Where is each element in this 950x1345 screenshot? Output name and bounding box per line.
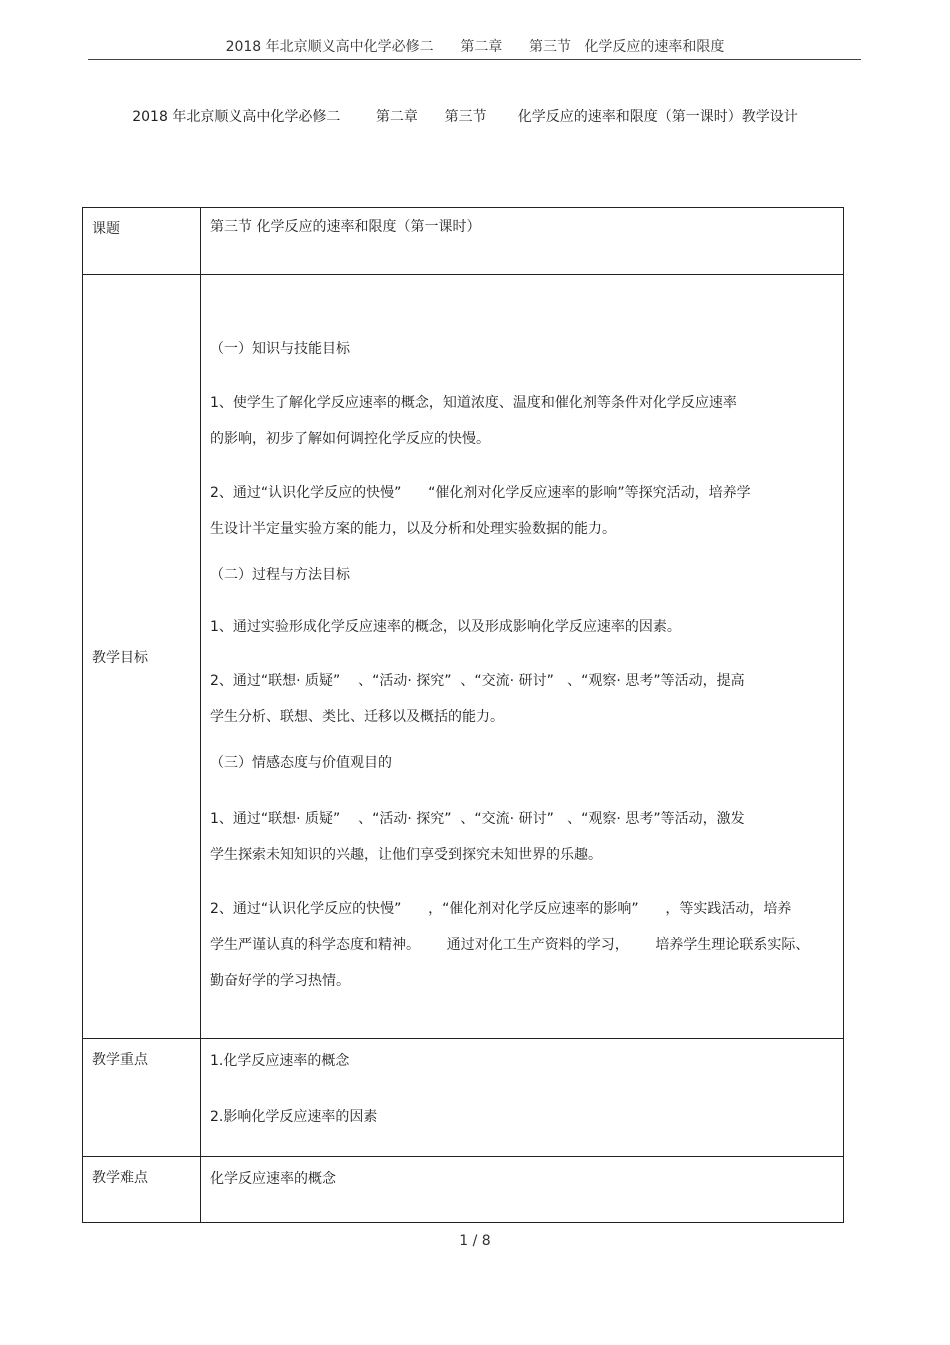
topic-label: 课题 (83, 208, 201, 275)
key-point-1: 1.化学反应速率的概念 (210, 1053, 350, 1069)
goals-row (83, 275, 844, 1039)
goals-section1-heading: （一）知识与技能目标 (210, 341, 350, 357)
goals-label: 教学目标 (83, 275, 201, 1039)
difficulty-value: 化学反应速率的概念 (201, 1157, 844, 1223)
topic-row (83, 208, 844, 275)
running-header: 2018 年北京顺义高中化学必修二 第二章 第三节 化学反应的速率和限度 (225, 39, 725, 55)
key-point-2: 2.影响化学反应速率的因素 (210, 1109, 378, 1125)
goals-section3-heading: （三）情感态度与价值观目的 (210, 755, 392, 771)
goals-section3-item2-line3: 勤奋好学的学习热情。 (210, 973, 350, 989)
header-divider (88, 59, 861, 60)
key-points-content (201, 1039, 844, 1157)
goals-section2-item2-line2: 学生分析、联想、类比、迁移以及概括的能力。 (210, 709, 504, 725)
goals-section1-item1-line2: 的影响，初步了解如何调控化学反应的快慢。 (210, 431, 490, 447)
goals-section3-item1-line2: 学生探索未知知识的兴趣，让他们享受到探究未知世界的乐趣。 (210, 847, 602, 863)
goals-content (201, 275, 844, 1039)
topic-value: 第三节 化学反应的速率和限度（第一课时） (201, 208, 844, 275)
page-number: 1 / 8 (459, 1233, 491, 1249)
goals-section2-heading: （二）过程与方法目标 (210, 567, 350, 583)
difficulty-label: 教学难点 (83, 1157, 201, 1223)
lesson-plan-table (82, 207, 844, 1223)
goals-section3-item2-line2: 学生严谨认真的科学态度和精神。 通过对化工生产资料的学习， 培养学生理论联系实际、 (210, 937, 810, 953)
goals-section1-item2-line2: 生设计半定量实验方案的能力，以及分析和处理实验数据的能力。 (210, 521, 616, 537)
goals-section2-item1: 1、通过实验形成化学反应速率的概念，以及形成影响化学反应速率的因素。 (210, 619, 681, 635)
difficulty-row (83, 1157, 844, 1223)
goals-section1-item1-line1: 1、使学生了解化学反应速率的概念，知道浓度、温度和催化剂等条件对化学反应速率 (210, 395, 737, 411)
key-points-row (83, 1039, 844, 1157)
goals-section3-item2-line1: 2、通过“认识化学反应的快慢” ，“催化剂对化学反应速率的影响” ，等实践活动，培养 (210, 901, 792, 917)
key-points-label: 教学重点 (83, 1039, 201, 1157)
document-title: 2018 年北京顺义高中化学必修二 第二章 第三节 化学反应的速率和限度（第一课时）教学设计 (132, 109, 798, 125)
goals-section1-item2-line1: 2、通过“认识化学反应的快慢” “催化剂对化学反应速率的影响”等探究活动，培养学 (210, 485, 751, 501)
goals-section3-item1-line1: 1、通过“联想· 质疑” 、“活动· 探究” 、“交流· 研讨” 、“观察· 思考”等活动，激发 (210, 811, 745, 827)
goals-section2-item2-line1: 2、通过“联想· 质疑” 、“活动· 探究” 、“交流· 研讨” 、“观察· 思考”等活动，提高 (210, 673, 745, 689)
